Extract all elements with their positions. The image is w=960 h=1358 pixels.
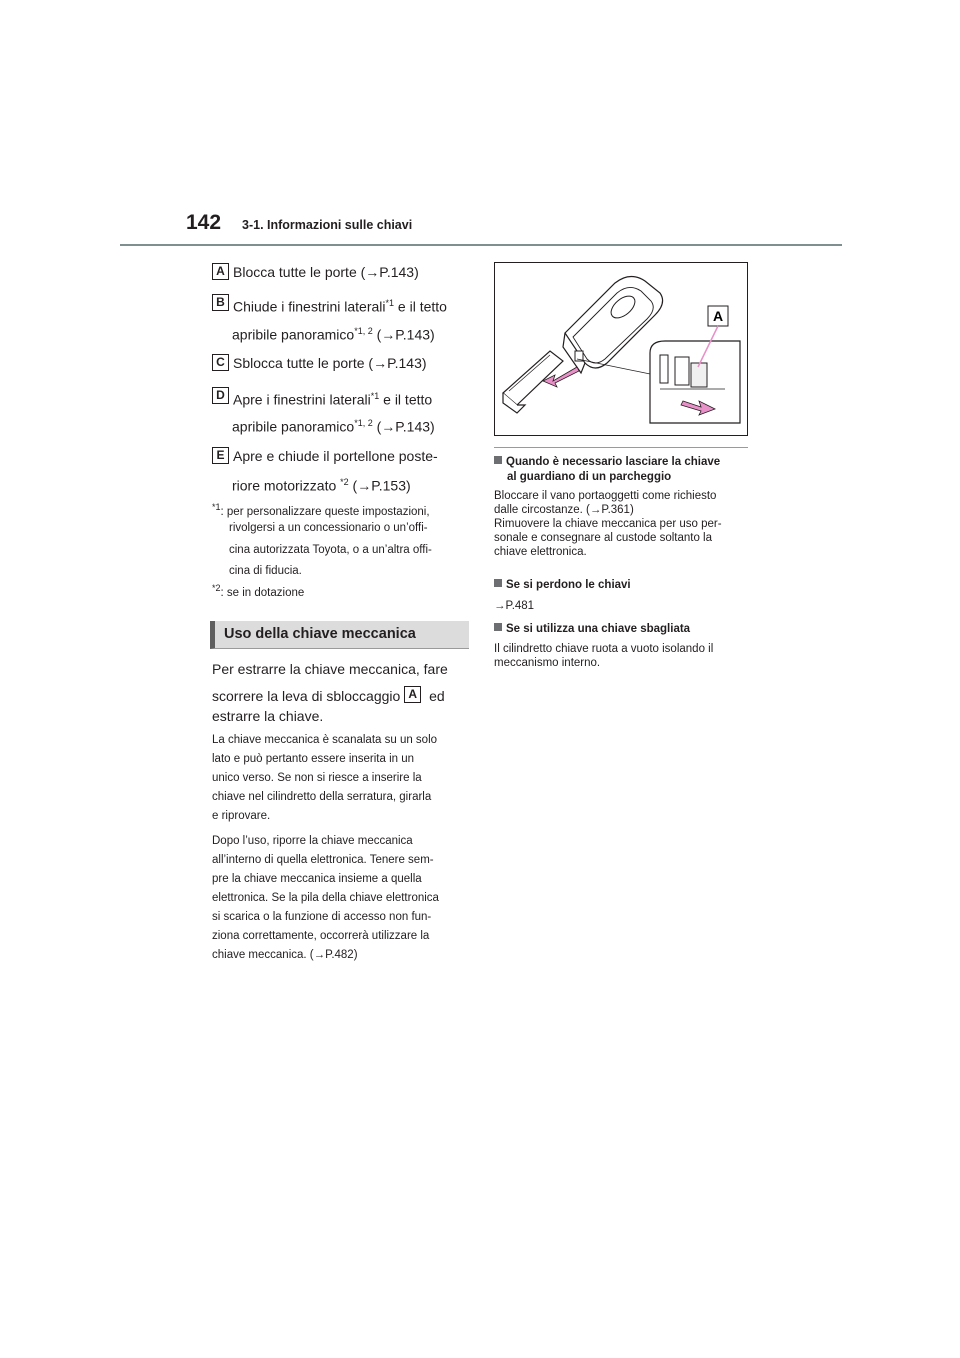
footnote-1-line2: rivolgersi a un concessionario o un’offi-: [229, 522, 428, 534]
badge-a: A: [212, 263, 229, 280]
page-number: 142: [186, 211, 222, 234]
intro-line-3: estrarre la chiave.: [212, 708, 324, 724]
list-item-text: apribile panoramico: [232, 418, 355, 435]
para-1-l5: e riprovare.: [212, 810, 271, 822]
list-item-text: e il tetto: [379, 391, 433, 408]
para-2-l2: all’interno di quella elettronica. Tenere sem-: [212, 854, 434, 866]
footnote-mark: *1: [212, 502, 221, 512]
footnote-mark: *2: [212, 583, 221, 593]
footnote-ref: *1: [385, 298, 395, 308]
note-heading-text: Se si perdono le chiavi: [506, 579, 631, 591]
list-item-text: Sblocca tutte le porte (→P.143): [233, 355, 427, 371]
para-2-l7: chiave meccanica. (→P.482): [212, 949, 358, 961]
list-item-text: (→P.143): [372, 418, 435, 435]
footnote-ref: *2: [340, 477, 349, 487]
bullet-square-icon: [494, 623, 502, 631]
list-item-b: [212, 293, 447, 317]
list-item-e: [212, 446, 438, 466]
key-illustration-svg: [495, 263, 747, 435]
key-illustration: [494, 262, 748, 436]
note-heading-1: [494, 455, 754, 469]
para-2-l5: si scarica o la funzione di accesso non fun-: [212, 911, 432, 923]
note-1-l2: dalle circostanze. (→P.361): [494, 504, 634, 516]
figure-rule: [494, 447, 748, 448]
list-item-text: e il tetto: [394, 298, 447, 315]
footnote-2: $^{*2}$: se in dotazione: [212, 583, 305, 599]
note-2-text: →P.481: [494, 600, 535, 612]
footnote-text: se in dotazione: [226, 586, 305, 599]
badge-a-inline: A: [404, 686, 421, 703]
footnote-text: per personalizzare queste impostazioni,: [226, 505, 430, 518]
list-item-text: (→P.153): [348, 477, 411, 494]
note-1-l1: Bloccare il vano portaoggetti come richiesto: [494, 490, 717, 502]
list-item-d-cont: [232, 413, 435, 437]
badge-b: B: [212, 294, 229, 311]
para-1-l3: unico verso. Se non si riesce a inserire la: [212, 772, 422, 784]
para-2-l1: Dopo l’uso, riporre la chiave meccanica: [212, 835, 413, 847]
list-item-e-cont: [232, 472, 411, 496]
section-heading: Uso della chiave meccanica: [224, 626, 416, 642]
bullet-square-icon: [494, 579, 502, 587]
footnote-1: $^{*1}$: per personalizzare queste impostazioni,: [212, 502, 430, 518]
list-item-text: Apre i finestrini laterali: [233, 391, 371, 408]
para-1-l1: La chiave meccanica è scanalata su un solo: [212, 734, 438, 746]
header-rule: [120, 244, 842, 246]
list-item-text: Chiude i finestrini laterali: [233, 298, 386, 315]
intro-line-1: Per estrarre la chiave meccanica, fare: [212, 661, 448, 677]
note-heading-3: [494, 622, 754, 636]
note-heading-text: Quando è necessario lasciare la chiave: [506, 456, 721, 468]
para-1-l2: lato e può pertanto essere inserita in un: [212, 753, 415, 765]
list-item-text: Apre e chiude il portellone poste-: [233, 448, 438, 464]
intro-text: scorrere la leva di sbloccaggio: [212, 688, 405, 704]
bullet-square-icon: [494, 456, 502, 464]
list-item-text: apribile panoramico: [232, 326, 355, 343]
note-heading-1-l2: al guardiano di un parcheggio: [507, 471, 672, 483]
note-3-l1: Il cilindretto chiave ruota a vuoto isolando il: [494, 643, 714, 655]
footnote-1-line3: cina autorizzata Toyota, o a un’altra offi-: [229, 544, 432, 556]
badge-d: D: [212, 387, 229, 404]
footnote-ref: *1, 2: [354, 418, 373, 428]
list-item-c: [212, 353, 427, 373]
para-2-l6: ziona correttamente, occorrerà utilizzare la: [212, 930, 430, 942]
note-1-l3: Rimuovere la chiave meccanica per uso per-: [494, 518, 722, 530]
intro-text: ed: [425, 688, 445, 704]
list-item-b-cont: [232, 321, 435, 345]
list-item-text: Blocca tutte le porte (→P.143): [233, 264, 419, 280]
list-item-a: [212, 262, 419, 282]
para-1-l4: chiave nel cilindretto della serratura, girarla: [212, 791, 432, 803]
section-title: 3-1. Informazioni sulle chiavi: [242, 218, 413, 232]
badge-c: C: [212, 354, 229, 371]
figure-callout-a: A: [712, 308, 724, 324]
note-heading-2: [494, 578, 754, 592]
footnote-ref: *1: [370, 391, 380, 401]
badge-e: E: [212, 447, 229, 464]
footnote-ref: *1, 2: [354, 326, 373, 336]
note-1-l5: chiave elettronica.: [494, 546, 587, 558]
note-1-l4: sonale e consegnare al custode soltanto la: [494, 532, 713, 544]
list-item-d: [212, 386, 432, 410]
para-2-l3: pre la chiave meccanica insieme a quella: [212, 873, 422, 885]
footnote-1-line4: cina di fiducia.: [229, 565, 302, 577]
note-heading-text: Se si utilizza una chiave sbagliata: [506, 623, 691, 635]
list-item-text: (→P.143): [372, 326, 435, 343]
note-3-l2: meccanismo interno.: [494, 657, 601, 669]
para-2-l4: elettronica. Se la pila della chiave elettronica: [212, 892, 439, 904]
list-item-text: riore motorizzato: [232, 477, 341, 494]
